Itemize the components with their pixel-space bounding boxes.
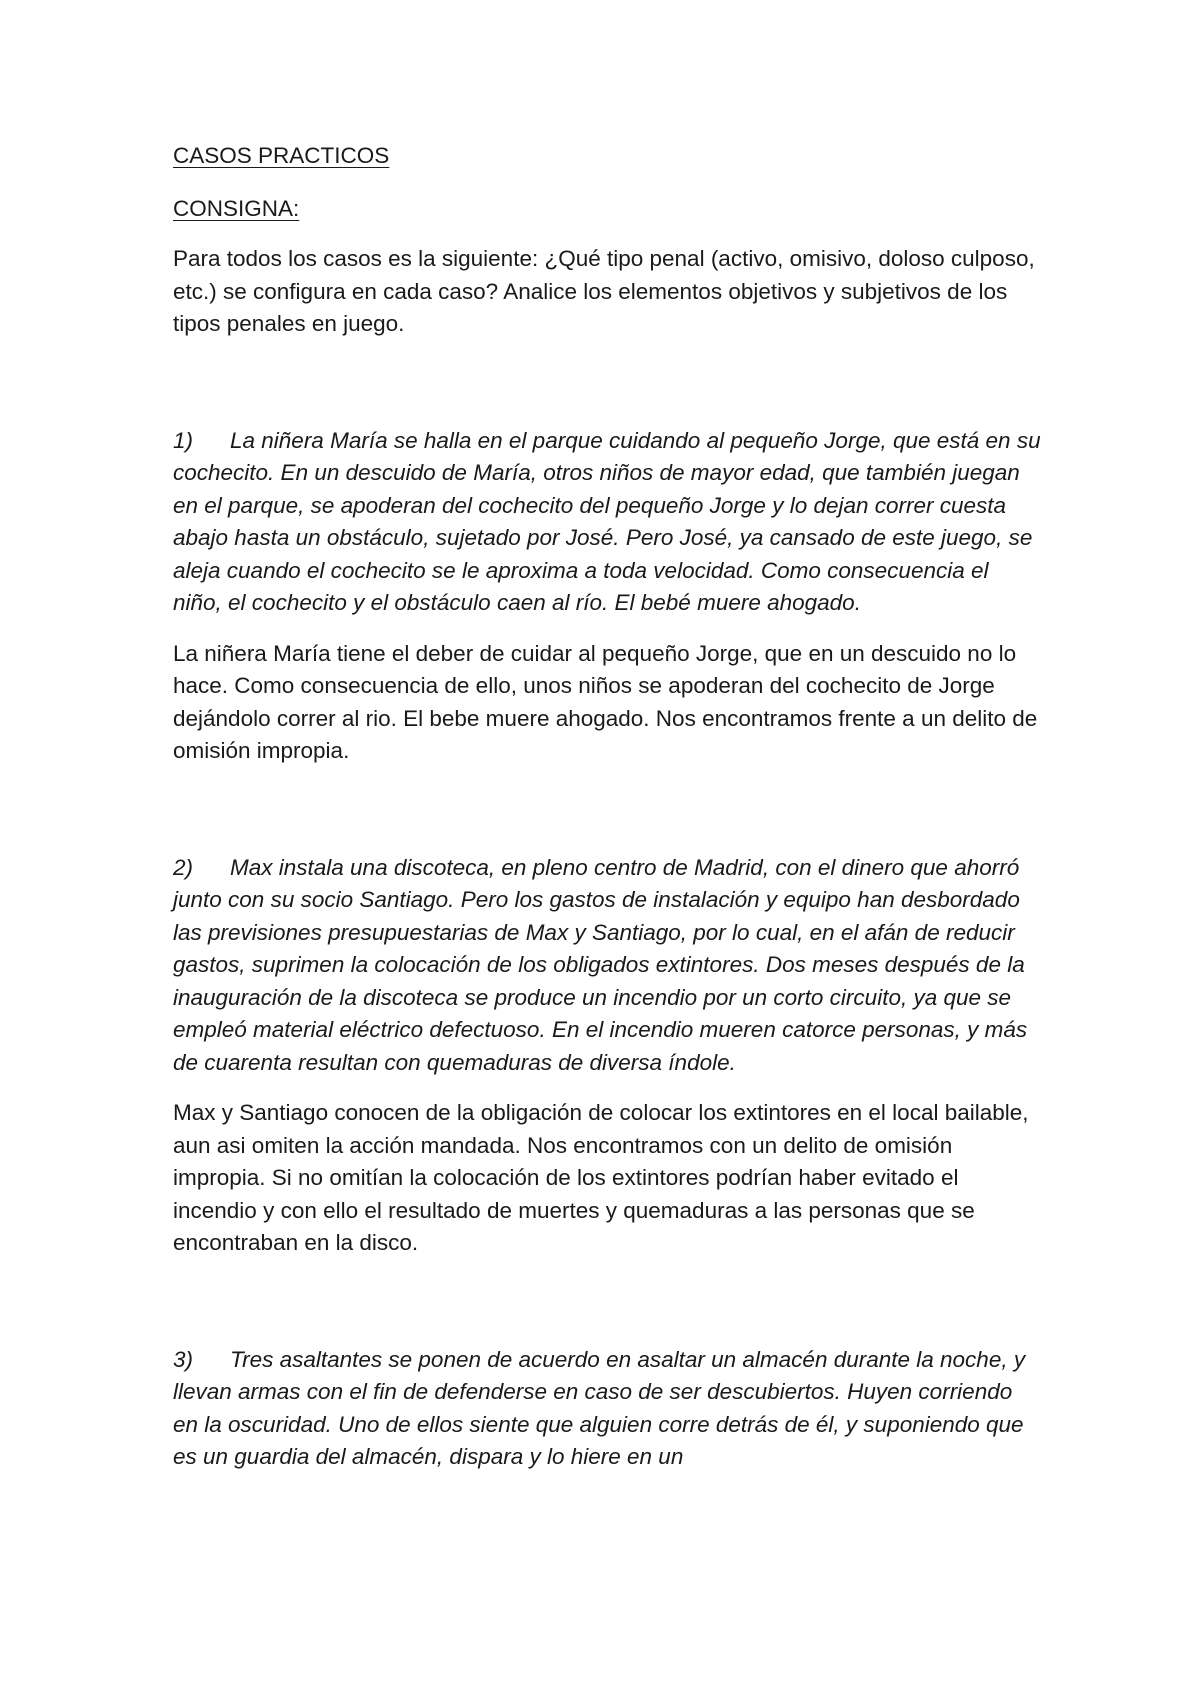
case-3-statement-text: Tres asaltantes se ponen de acuerdo en asaltar un almacén durante la noche, y llevan armas con el fin de defenderse en caso de ser descubiertos. Huyen corriendo en la oscuridad. Uno de ellos siente que alguien corre detrás de él, y suponiendo que es un guardia del almacén, dispara y lo hiere en un [173, 1346, 1026, 1469]
case-1-statement [173, 425, 1043, 620]
case-1-statement-text: La niñera María se halla en el parque cuidando al pequeño Jorge, que está en su cochecito. En un descuido de María, otros niños de mayor edad, que también juegan en el parque, se apoderan del cochecito del pequeño Jorge y lo dejan correr cuesta abajo hasta un obstáculo, sujetado por José. Pero José, ya cansado de este juego, se aleja cuando el cochecito se le aproxima a toda velocidad. Como consecuencia el niño, el cochecito y el obstáculo caen al río. El bebé muere ahogado. [173, 427, 1041, 615]
case-2-answer: Max y Santiago conocen de la obligación de colocar los extintores en el local bailable, aun asi omiten la acción mandada. Nos encontramos con un delito de omisión impropia. Si no omitían la colocación de los extintores podrían haber evitado el incendio y con ello el resultado de muertes y quemaduras a las personas que se encontraban en la disco. [173, 1100, 1029, 1255]
case-1-answer: La niñera María tiene el deber de cuidar al pequeño Jorge, que en un descuido no lo hace. Como consecuencia de ello, unos niños se apoderan del cochecito de Jorge dejándolo correr al rio. El bebe muere ahogado. Nos encontramos frente a un delito de omisión impropia. [173, 640, 1038, 763]
document-body [173, 140, 1043, 1492]
consigna-heading: CONSIGNA: [173, 195, 300, 221]
case-1-number: 1) [173, 427, 194, 453]
case-3-number: 3) [173, 1346, 194, 1372]
consigna-text: Para todos los casos es la siguiente: ¿Qué tipo penal (activo, omisivo, doloso culposo, etc.) se configura en cada caso? Analice los elementos objetivos y subjetivos de los tipos penales en juego. [173, 246, 1035, 336]
case-2-statement [173, 852, 1043, 1080]
case-2-number: 2) [173, 854, 194, 880]
case-3-statement [173, 1344, 1043, 1474]
document-title: CASOS PRACTICOS [173, 143, 390, 168]
case-2-statement-text: Max instala una discoteca, en pleno centro de Madrid, con el dinero que ahorró junto con su socio Santiago. Pero los gastos de instalación y equipo han desbordado las previsiones presupuestarias de Max y Santiago, por lo cual, en el afán de reducir gastos, suprimen la colocación de los obligados extintores. Dos meses después de la inauguración de la discoteca se produce un incendio por un corto circuito, ya que se empleó material eléctrico defectuoso. En el incendio mueren catorce personas, y más de cuarenta resultan con quemaduras de diversa índole. [173, 854, 1028, 1075]
